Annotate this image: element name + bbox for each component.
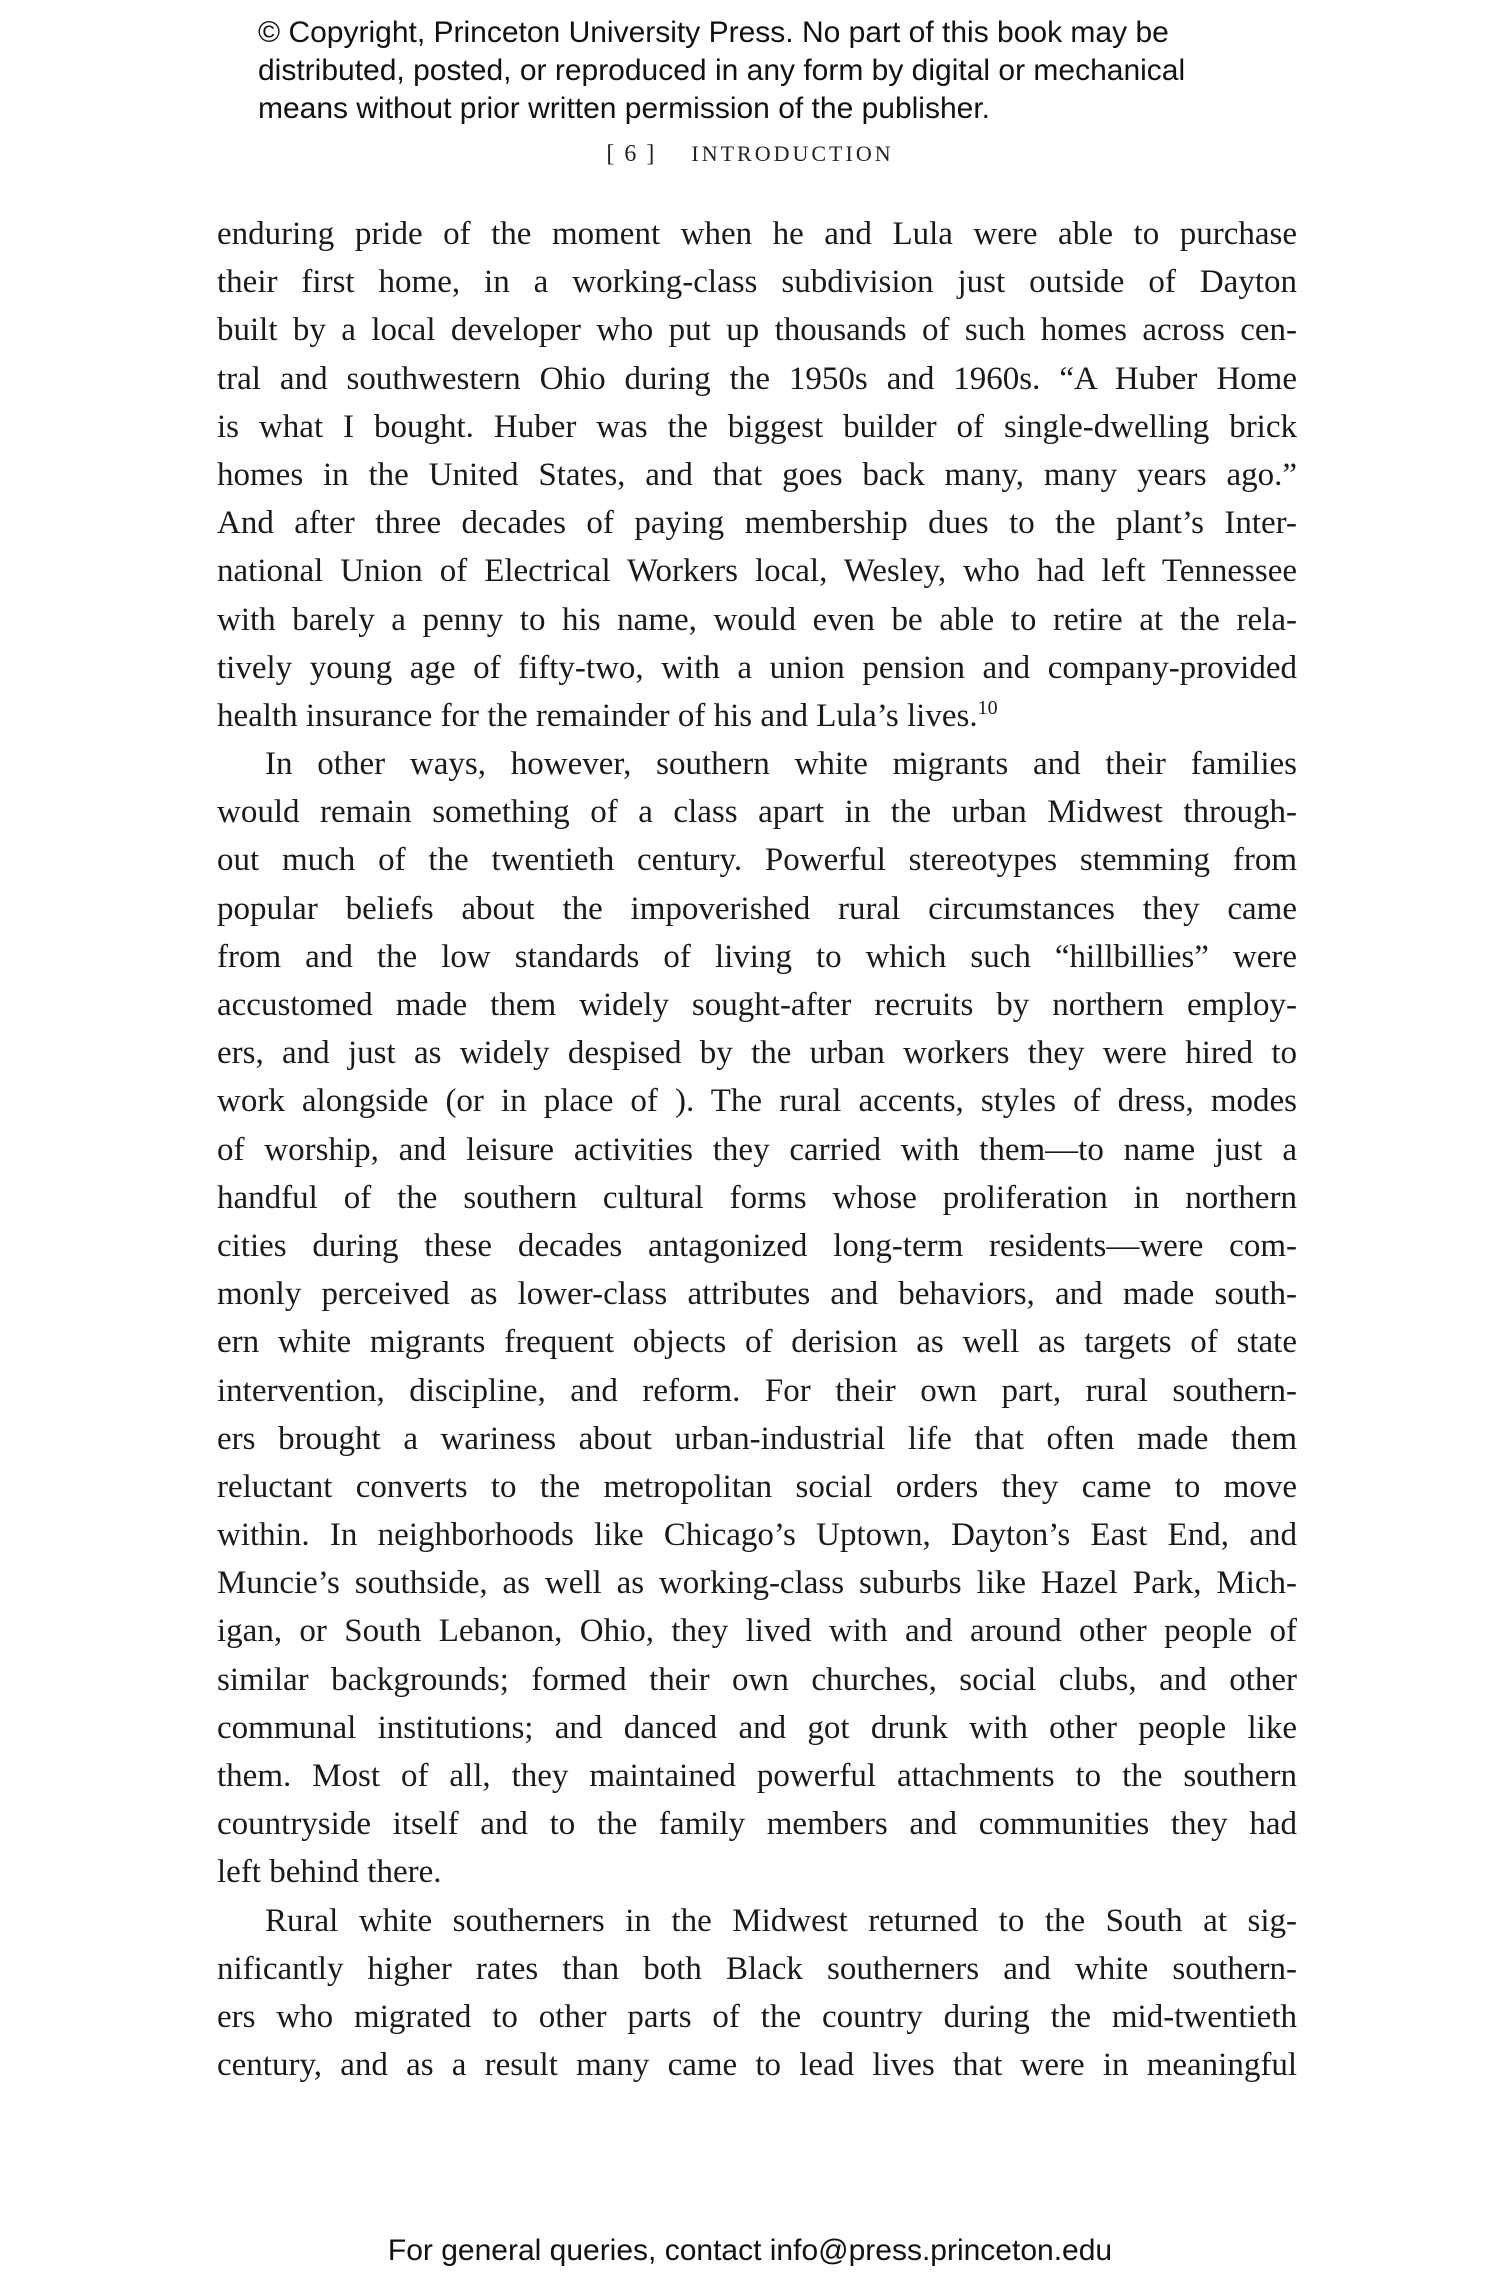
text-line: monly perceived as lower-class attributes and behaviors, and made south- [217, 1276, 1297, 1313]
text-line: homes in the United States, and that goes back many, many years ago.” [217, 456, 1297, 493]
text-line: work alongside (or in place of ). The rural accents, styles of dress, modes [217, 1083, 1297, 1120]
text-line: national Union of Electrical Workers local, Wesley, who had left Tennessee [217, 553, 1297, 590]
copyright-line: means without prior written permission of the publisher. [258, 92, 991, 125]
text-line: is what I bought. Huber was the biggest builder of single-dwelling brick [217, 408, 1297, 445]
text-line: popular beliefs about the impoverished rural circumstances they came [217, 890, 1297, 927]
text-line: built by a local developer who put up thousands of such homes across cen- [217, 312, 1297, 349]
text-line: of worship, and leisure activities they carried with them—to name just a [217, 1131, 1297, 1168]
text-line: from and the low standards of living to which such “hillbillies” were [217, 938, 1297, 975]
page-number: [ 6 ] [606, 141, 657, 167]
text-line: with barely a penny to his name, would even be able to retire at the rela- [217, 601, 1297, 638]
text-line: reluctant converts to the metropolitan social orders they came to move [217, 1468, 1297, 1505]
text-line: them. Most of all, they maintained powerful attachments to the southern [217, 1758, 1297, 1794]
footnote-marker[interactable]: 10 [977, 696, 998, 719]
text-line: out much of the twentieth century. Powerful stereotypes stemming from [217, 842, 1297, 879]
text-line: within. In neighborhoods like Chicago’s Uptown, Dayton’s East End, and [217, 1517, 1297, 1554]
text-line: intervention, discipline, and reform. For their own part, rural southern- [217, 1372, 1297, 1409]
copyright-line: distributed, posted, or reproduced in any form by digital or mechanical [258, 54, 1186, 87]
text-line: would remain something of a class apart in the urban Midwest through- [217, 794, 1297, 831]
text-line: Muncie’s southside, as well as working-class suburbs like Hazel Park, Mich- [217, 1565, 1297, 1602]
text-line: century, and as a result many came to lead lives that were in meaningful [217, 2047, 1297, 2084]
text-line: countryside itself and to the family members and communities they had [217, 1806, 1297, 1843]
text-line: left behind there. [217, 1854, 442, 1891]
text-line: ers who migrated to other parts of the country during the mid-twentieth [217, 1998, 1297, 2035]
text-line: similar backgrounds; formed their own churches, social clubs, and other [217, 1661, 1297, 1698]
text-line: cities during these decades antagonized long-term residents—were com- [217, 1227, 1297, 1264]
body-text [217, 210, 1297, 2089]
text-line: ers brought a wariness about urban-industrial life that often made them [217, 1420, 1297, 1457]
running-head [0, 141, 1500, 168]
text-line: ern white migrants frequent objects of derision as well as targets of state [217, 1324, 1297, 1361]
text-line: ers, and just as widely despised by the urban workers they were hired to [217, 1035, 1297, 1072]
text-line: nificantly higher rates than both Black southerners and white southern- [217, 1950, 1297, 1987]
text-line-content: health insurance for the remainder of his and Lula’s lives. [217, 697, 978, 734]
text-line: accustomed made them widely sought-after recruits by northern employ- [217, 987, 1297, 1023]
text-line: And after three decades of paying membership dues to the plant’s Inter- [217, 505, 1297, 542]
text-line: communal institutions; and danced and got drunk with other people like [217, 1709, 1297, 1746]
text-line: handful of the southern cultural forms whose proliferation in northern [217, 1179, 1297, 1216]
text-line: enduring pride of the moment when he and Lula were able to purchase [217, 216, 1297, 252]
text-line: igan, or South Lebanon, Ohio, they lived with and around other people of [217, 1613, 1297, 1650]
text-line: tral and southwestern Ohio during the 1950s and 1960s. “A Huber Home [217, 360, 1297, 397]
copyright-notice [258, 14, 1358, 128]
copyright-line: © Copyright, Princeton University Press. No part of this book may be [258, 16, 1169, 49]
text-line: In other ways, however, southern white migrants and their families [265, 746, 1297, 783]
text-line [217, 692, 1297, 740]
text-line: their first home, in a working-class subdivision just outside of Dayton [217, 264, 1297, 301]
chapter-title: INTRODUCTION [691, 141, 894, 166]
text-line: Rural white southerners in the Midwest returned to the South at sig- [265, 1902, 1297, 1939]
footer-contact: For general queries, contact info@press.princeton.edu [387, 2234, 1113, 2267]
text-line: tively young age of fifty-two, with a union pension and company-provided [217, 649, 1297, 686]
